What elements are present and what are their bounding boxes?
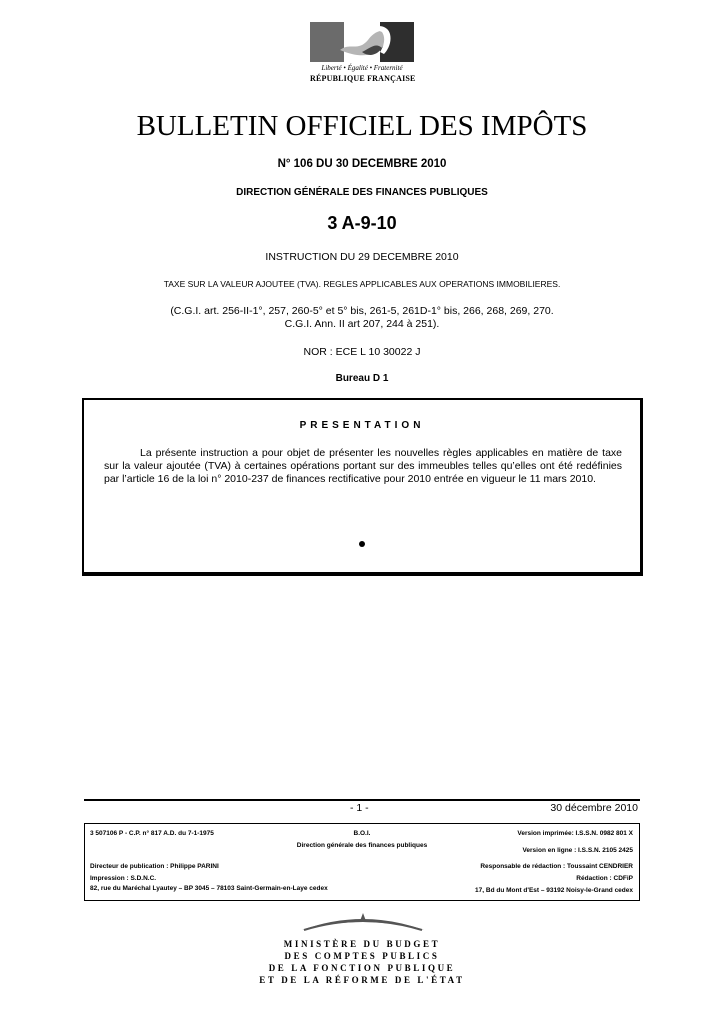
printing-label: Impression : S.D.N.C.	[90, 875, 157, 882]
footer-date: 30 décembre 2010	[550, 802, 638, 814]
cgi-references-line-1: (C.G.I. art. 256-II-1°, 257, 260-5° et 5° bis, 261-5, 261D-1° bis, 266, 268, 269, 270.	[170, 305, 554, 317]
nor-reference: NOR : ECE L 10 30022 J	[303, 346, 421, 358]
bulletin-title: BULLETIN OFFICIEL DES IMPÔTS	[136, 110, 588, 142]
issn-print: Version imprimée: I.S.S.N. 0982 801 X	[517, 830, 633, 837]
boi-label: B.O.I.	[353, 830, 371, 837]
instruction-date: INSTRUCTION DU 29 DECEMBRE 2010	[265, 251, 459, 263]
marianne-emblem-icon	[310, 22, 414, 62]
cgi-references-line-2: C.G.I. Ann. II art 207, 244 à 251).	[284, 318, 440, 330]
editing-label: Rédaction : CDFiP	[576, 875, 633, 882]
document-subject: TAXE SUR LA VALEUR AJOUTEE (TVA). REGLES APPLICABLES AUX OPERATIONS IMMOBILIERES.	[163, 279, 561, 289]
logo-republic-label: RÉPUBLIQUE FRANÇAISE	[310, 74, 416, 83]
presentation-box	[82, 398, 643, 576]
ministry-arc-icon	[300, 908, 426, 938]
page-number: - 1 -	[350, 802, 369, 814]
address-left: 82, rue du Maréchal Lyautey – BP 3045 – 78103 Saint-Germain-en-Laye cedex	[90, 885, 328, 892]
logo-motto: Liberté • Égalité • Fraternité	[321, 64, 403, 72]
footer-divider	[84, 799, 640, 801]
direction-label: DIRECTION GÉNÉRALE DES FINANCES PUBLIQUES	[236, 187, 488, 198]
reference-line: 3 507106 P - C.P. n° 817 A.D. du 7-1-1975	[90, 830, 214, 837]
publication-director: Directeur de publication : Philippe PARINI	[90, 863, 219, 870]
dgfip-label: Direction générale des finances publiques	[296, 842, 428, 849]
issn-online: Version en ligne : I.S.S.N. 2105 2425	[522, 847, 633, 854]
issue-number: N° 106 DU 30 DECEMBRE 2010	[277, 158, 447, 170]
ministry-line-2: DES COMPTES PUBLICS	[284, 951, 440, 961]
editor-in-chief: Responsable de rédaction : Toussaint CENDRIER	[480, 863, 633, 870]
bureau-label: Bureau D 1	[335, 373, 389, 384]
republique-francaise-logo	[310, 20, 414, 84]
presentation-text: La présente instruction a pour objet de présenter les nouvelles règles applicables en matière de taxe sur la valeur ajoutée (TVA) à certaines opérations portant sur des immeubles telles qu’elles ont été redéfinies par l’article 16 de la loi n° 2010-237 de finances rectificative pour 2010 entrée en vigueur le 11 mars 2010.	[104, 447, 622, 485]
presentation-title: PRESENTATION	[299, 420, 425, 431]
bullet-icon	[359, 541, 365, 547]
address-right: 17, Bd du Mont d'Est – 93192 Noisy-le-Grand cedex	[475, 887, 633, 894]
document-reference: 3 A-9-10	[327, 213, 397, 233]
ministry-line-3: DE LA FONCTION PUBLIQUE	[268, 963, 456, 973]
ministry-line-4: ET DE LA RÉFORME DE L'ÉTAT	[259, 975, 465, 985]
ministry-line-1: MINISTÈRE DU BUDGET	[283, 939, 441, 949]
publication-info-box	[84, 823, 640, 901]
